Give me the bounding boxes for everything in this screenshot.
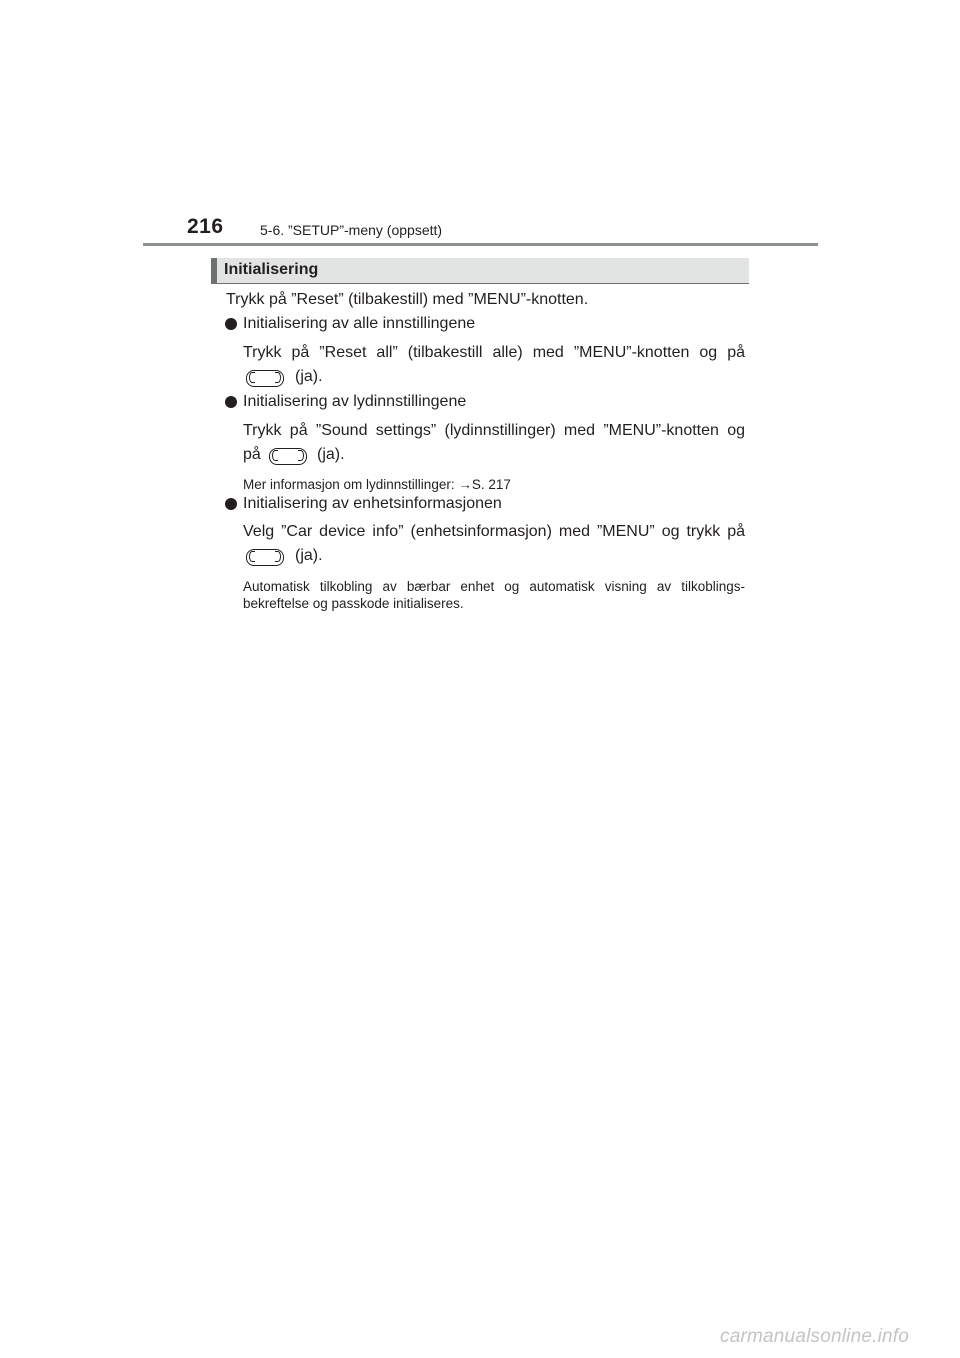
bullet-icon [225, 318, 237, 330]
item-instruction: Velg ”Car device info” (enhetsinformasjon) med ”MENU” og trykk på [243, 523, 745, 540]
intro-text: Trykk på ”Reset” (tilbakestill) med ”MENU”-knotten. [226, 291, 589, 308]
bullet-icon [225, 396, 237, 408]
item-note-continued: bekreftelse og passkode initialiseres. [243, 596, 464, 611]
item-note: Automatisk tilkobling av bærbar enhet og automatisk visning av tilkoblings- [243, 579, 745, 594]
header-divider [143, 243, 818, 246]
section-heading-bar [211, 258, 217, 283]
bullet-icon [225, 498, 237, 510]
item-heading: Initialisering av alle innstillingene [243, 315, 476, 332]
yes-button-icon [246, 370, 284, 387]
chapter-title: 5-6. ”SETUP”-meny (oppsett) [260, 222, 443, 238]
item-instruction-end: (ja). [317, 446, 345, 463]
page-number: 216 [187, 215, 224, 238]
yes-button-icon [269, 448, 307, 465]
item-instruction: Trykk på ”Sound settings” (lydinnstillinger) med ”MENU”-knotten og [243, 422, 745, 439]
item-instruction-prefix: på [243, 446, 261, 463]
item-instruction-end: (ja). [295, 547, 323, 564]
yes-button-icon [246, 549, 284, 566]
item-heading: Initialisering av lydinnstillingene [243, 393, 467, 410]
item-instruction: Trykk på ”Reset all” (tilbakestill alle) med ”MENU”-knotten og på [243, 344, 745, 361]
item-instruction-end: (ja). [295, 368, 323, 385]
item-heading: Initialisering av enhetsinformasjonen [243, 495, 502, 512]
watermark: carmanualsonline.info [720, 1326, 910, 1347]
section-title: Initialisering [224, 261, 319, 278]
item-note: Mer informasjon om lydinnstillinger: →S. 217 [243, 477, 511, 492]
section-heading [211, 258, 749, 284]
